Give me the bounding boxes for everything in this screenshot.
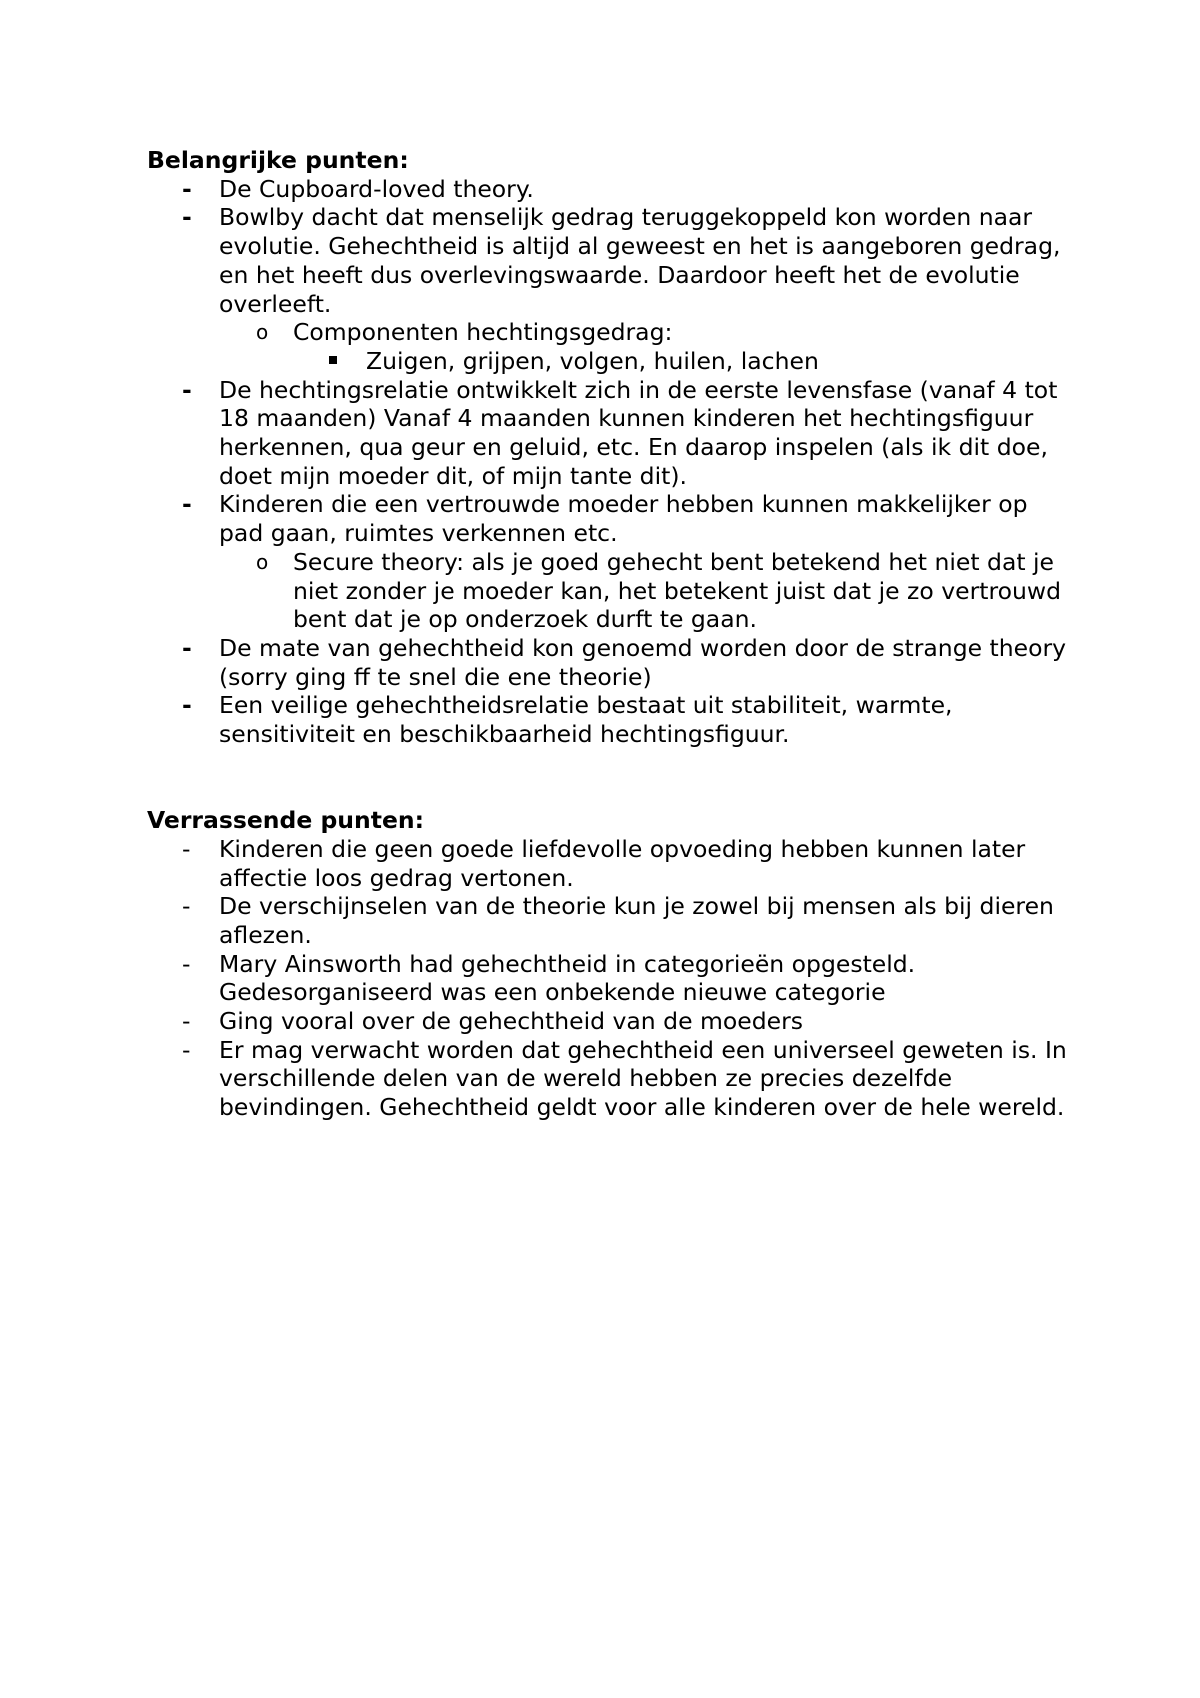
circle-bullet: o: [256, 320, 269, 345]
list-item: [147, 1036, 1077, 1122]
list-item-text: Kinderen die een vertrouwde moeder hebben kunnen makkelijker op pad gaan, ruimtes verkennen etc.: [219, 490, 1028, 548]
list-item: [147, 203, 1077, 318]
list-item: [147, 835, 1077, 892]
list-item: [147, 892, 1077, 949]
section-heading-verrassende: Verrassende punten:: [147, 806, 425, 835]
document-content: [147, 146, 1077, 1122]
dash-bullet: -: [182, 490, 192, 519]
list-item: [147, 490, 1077, 547]
dash-bullet: -: [182, 375, 192, 404]
sub-sub-list-item: [147, 347, 1077, 376]
list-item: [147, 175, 1077, 204]
section-spacer: [147, 749, 1077, 806]
sub-list-item-text: Secure theory: als je goed gehecht bent betekend het niet dat je niet zonder je moeder kan, het betekent juist dat je zo vertrouwd bent dat je op onderzoek durft te gaan.: [293, 547, 1062, 634]
list-item-text: Een veilige gehechtheidsrelatie bestaat uit stabiliteit, warmte, sensitiviteit en beschikbaarheid hechtingsfiguur.: [219, 691, 953, 749]
dash-bullet: -: [182, 834, 191, 863]
sub-list-item: [147, 548, 1077, 634]
sub-list-item: [147, 318, 1077, 347]
section-heading-belangrijke: Belangrijke punten:: [147, 146, 409, 174]
dash-bullet: -: [182, 949, 191, 978]
list-item: [147, 1007, 1077, 1036]
sub-sub-list-item-text: Zuigen, grijpen, volgen, huilen, lachen: [366, 346, 819, 375]
list-item-text: De verschijnselen van de theorie kun je zowel bij mensen als bij dieren aflezen.: [219, 892, 1054, 949]
list-item: [147, 376, 1077, 491]
dash-bullet: -: [182, 174, 192, 203]
dash-bullet: -: [182, 1035, 191, 1064]
belangrijke-list: [147, 175, 1077, 749]
list-item-text: Ging vooral over de gehechtheid van de moeders: [219, 1007, 804, 1036]
list-item-text: Bowlby dacht dat menselijk gedrag teruggekoppeld kon worden naar evolutie. Gehechtheid is altijd al geweest en het is aangeboren gedrag, en het heeft dus overlevingswaarde. Daardoor heeft het de evolutie overleeft.: [219, 203, 1061, 318]
dash-bullet: -: [182, 892, 191, 921]
list-item: [147, 691, 1077, 748]
square-bullet-icon: [329, 356, 337, 364]
dash-bullet: -: [182, 691, 192, 720]
circle-bullet: o: [256, 549, 269, 574]
sub-list-item-text: Componenten hechtingsgedrag:: [293, 318, 673, 347]
dash-bullet: -: [182, 203, 192, 232]
list-item-text: Kinderen die geen goede liefdevolle opvoeding hebben kunnen later affectie loos gedrag vertonen.: [219, 834, 1026, 892]
list-item: [147, 950, 1077, 1007]
list-item-text: Mary Ainsworth had gehechtheid in categorieën opgesteld. Gedesorganiseerd was een onbekende nieuwe categorie: [219, 949, 916, 1007]
dash-bullet: -: [182, 633, 192, 662]
list-item-text: Er mag verwacht worden dat gehechtheid een universeel geweten is. In verschillende delen van de wereld hebben ze precies dezelfde bevindingen. Gehechtheid geldt voor alle kinderen over de hele wereld.: [219, 1035, 1067, 1122]
list-item-text: De mate van gehechtheid kon genoemd worden door de strange theory (sorry ging ff te snel die ene theorie): [219, 633, 1067, 691]
list-item: [147, 634, 1077, 691]
list-item-text: De hechtingsrelatie ontwikkelt zich in de eerste levensfase (vanaf 4 tot 18 maanden) Vanaf 4 maanden kunnen kinderen het hechtingsfiguur herkennen, qua geur en geluid, etc. En daarop inspelen (als ik dit doe, doet mijn moeder dit, of mijn tante dit).: [219, 375, 1058, 490]
verrassende-list: [147, 835, 1077, 1122]
dash-bullet: -: [182, 1007, 191, 1036]
list-item-text: De Cupboard-loved theory.: [219, 174, 534, 203]
